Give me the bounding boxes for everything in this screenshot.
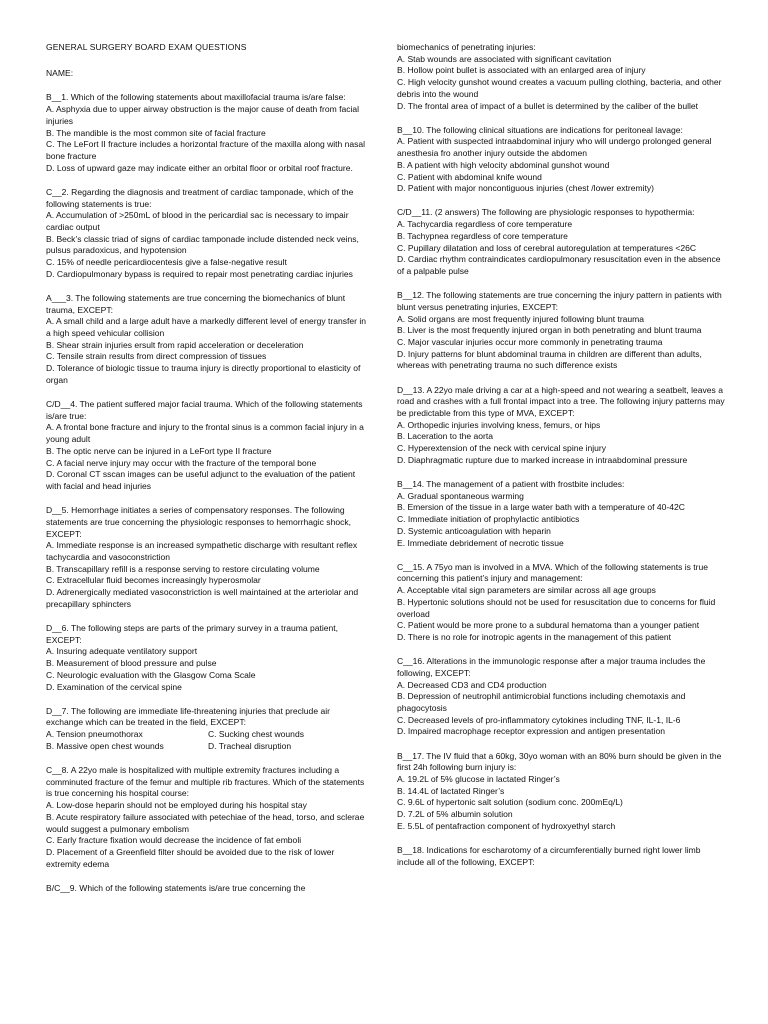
question-option: D. The frontal area of impact of a bullet is determined by the caliber of the bullet xyxy=(397,100,699,111)
question-option: A. A frontal bone fracture and injury to the frontal sinus is a common facial injury in a young adult xyxy=(46,422,364,445)
question-4 xyxy=(46,399,368,493)
question-option: D. There is no role for inotropic agents in the management of this patient xyxy=(397,631,671,642)
question-option: A. Tension pneumothorax xyxy=(46,729,143,740)
question-option: C. High velocity gunshot wound creates a vacuum pulling clothing, bacteria, and other debris into the wound xyxy=(397,77,722,99)
question-stem: C/D__4. The patient suffered major facial trauma. Which of the following statements is/are true: xyxy=(46,399,363,421)
question-option: D. Systemic anticoagulation with heparin xyxy=(397,525,551,536)
question-option: A. Asphyxia due to upper airway obstruction is the major cause of death from facial injuries xyxy=(46,104,360,126)
question-17 xyxy=(397,751,725,833)
question-option: D. Coronal CT sscan images can be useful adjunct to the evaluation of the patient with facial and head injuries xyxy=(46,469,356,491)
question-18 xyxy=(397,845,725,868)
question-stem: B__14. The management of a patient with frostbite includes: xyxy=(397,479,625,489)
question-option: C. 15% of needle pericardiocentesis give a false-negative result xyxy=(46,257,287,268)
question-option: B. 14.4L of lactated Ringer’s xyxy=(397,785,505,796)
question-option: B. Measurement of blood pressure and pulse xyxy=(46,658,217,669)
question-option: B. A patient with high velocity abdominal gunshot wound xyxy=(397,159,610,170)
question-option: D. Diaphragmatic rupture due to marked increase in intraabdominal pressure xyxy=(397,454,688,465)
document-title: GENERAL SURGERY BOARD EXAM QUESTIONS xyxy=(46,42,247,52)
question-option: E. Immediate debridement of necrotic tissue xyxy=(397,537,564,548)
question-option: C. Tensile strain results from direct compression of tissues xyxy=(46,351,267,362)
question-option: C. Patient with abdominal knife wound xyxy=(397,171,542,182)
question-9-continued xyxy=(397,42,725,112)
question-option: A. Gradual spontaneous warming xyxy=(397,490,524,501)
question-option: D. Injury patterns for blunt abdominal trauma in children are different than adults, whereas with penetrating trauma no such difference exists xyxy=(397,348,702,371)
question-option: B. Emersion of the tissue in a large water bath with a temperature of 40-42C xyxy=(397,502,685,513)
question-option: D. Cardiac rhythm contraindicates cardiopulmonary resuscitation even in the absence of a palpable pulse xyxy=(397,254,721,276)
question-stem-continued: biomechanics of penetrating injuries: xyxy=(397,42,536,52)
question-9-start xyxy=(46,883,368,895)
question-stem: D__6. The following steps are parts of the primary survey in a trauma patient, EXCEPT: xyxy=(46,623,339,645)
question-3 xyxy=(46,293,368,387)
question-stem: B/C__9. Which of the following statements is/are true concerning the xyxy=(46,882,306,893)
question-stem: A___3. The following statements are true concerning the biomechanics of blunt trauma, EXCEPT: xyxy=(46,292,346,315)
question-12 xyxy=(397,290,725,372)
question-option: D. Tolerance of biologic tissue to trauma injury is directly proportional to elasticity of organ xyxy=(46,363,361,385)
question-11 xyxy=(397,207,725,277)
question-option: D. Impaired macrophage receptor expression and antigen presentation xyxy=(397,726,665,737)
question-option: B. The optic nerve can be injured in a LeFort type II fracture xyxy=(46,445,272,456)
question-option: A. Immediate response is an increased sympathetic discharge with resultant reflex tachycardia and vasoconstriction xyxy=(46,540,358,563)
question-option: E. 5.5L of pentafraction component of hydroxyethyl starch xyxy=(397,820,616,831)
question-option: A. Accumulation of >250mL of blood in the pericardial sac is necessary to impair cardiac output xyxy=(46,210,349,232)
question-option: A. Insuring adequate ventilatory support xyxy=(46,646,198,657)
question-option: A. Orthopedic injuries involving kness, femurs, or hips xyxy=(397,419,601,430)
question-stem: B__10. The following clinical situations are indications for peritoneal lavage: xyxy=(397,124,683,135)
question-option: C. Sucking chest wounds xyxy=(208,729,304,740)
question-option: D. Patient with major noncontiguous injuries (chest /lower extremity) xyxy=(397,183,654,194)
question-option: A. Patient with suspected intraabdominal injury who will undergo prolonged general anesthesia fro another injury outside the abdomen xyxy=(397,136,712,159)
question-stem: B__17. The IV fluid that a 60kg, 30yo woman with an 80% burn should be given in the first 24h following burn injury is: xyxy=(397,750,722,773)
question-stem: C/D__11. (2 answers) The following are physiologic responses to hypothermia: xyxy=(397,207,695,218)
question-option: C. Hyperextension of the neck with cervical spine injury xyxy=(397,443,607,454)
question-option: C. Neurologic evaluation with the Glasgow Coma Scale xyxy=(46,669,256,680)
question-16 xyxy=(397,656,725,738)
question-stem: C__16. Alterations in the immunologic response after a major trauma includes the following, EXCEPT: xyxy=(397,656,706,678)
question-option: A. Solid organs are most frequently injured following blunt trauma xyxy=(397,313,645,324)
question-option: B. Tachypnea regardless of core temperature xyxy=(397,230,568,241)
question-option: A. Stab wounds are associated with significant cavitation xyxy=(397,53,612,64)
question-stem: C__2. Regarding the diagnosis and treatment of cardiac tamponade, which of the following statements is true: xyxy=(46,186,354,209)
question-option: C. 9.6L of hypertonic salt solution (sodium conc. 200mEq/L) xyxy=(397,797,623,808)
question-option: B. Acute respiratory failure associated with petechiae of the head, torso, and sclerae would suggest a pulmonary embolism xyxy=(46,811,365,834)
question-option: A. Decreased CD3 and CD4 production xyxy=(397,679,547,690)
question-option: B. Hypertonic solutions should not be used for resuscitation due to concerns for fluid overload xyxy=(397,596,716,619)
question-13 xyxy=(397,385,725,467)
question-option: A. Acceptable vital sign parameters are similar across all age groups xyxy=(397,585,656,596)
question-stem: C__8. A 22yo male is hospitalized with multiple extremity fractures including a comminuted fracture of the femur and multiple rib fractures. Which of the statements is true concerning his hospital course: xyxy=(46,765,365,799)
question-option: C. Pupillary dilatation and loss of cerebral autoregulation at temperatures <26C xyxy=(397,242,697,253)
question-option: A. A small child and a large adult have a markedly different level of energy transfer in a high speed vehicular collision xyxy=(46,316,367,339)
question-option: B. Depression of neutrophil antimicrobial functions including chemotaxis and phagocytosis xyxy=(397,691,686,713)
question-option: B. Hollow point bullet is associated with an enlarged area of injury xyxy=(397,65,646,76)
question-option: B. Massive open chest wounds xyxy=(46,740,164,751)
question-option: D. Adrenergically mediated vasoconstriction is well maintained at the arteriolar and precapillary sphincters xyxy=(46,587,359,609)
question-6 xyxy=(46,623,368,693)
question-option: A. Tachycardia regardless of core temperature xyxy=(397,219,573,230)
question-option: C. Early fracture fixation would decrease the incidence of fat emboli xyxy=(46,835,302,846)
question-1 xyxy=(46,92,368,174)
question-option: D. Loss of upward gaze may indicate either an orbital floor or orbital roof fracture. xyxy=(46,162,353,173)
left-column xyxy=(46,42,368,907)
question-option: B. Shear strain injuries ersult from rapid acceleration or deceleration xyxy=(46,339,304,350)
question-option: D. Examination of the cervical spine xyxy=(46,681,182,692)
question-option: C. Patient would be more prone to a subdural hematoma than a younger patient xyxy=(397,620,700,631)
option-grid xyxy=(46,729,368,752)
question-option: B. Liver is the most frequently injured organ in both penetrating and blunt trauma xyxy=(397,325,702,336)
question-option: C. The LeFort II fracture includes a horizontal fracture of the maxilla along with nasal bone fracture xyxy=(46,139,366,161)
question-stem: D__13. A 22yo male driving a car at a high-speed and not wearing a seatbelt, leaves a road and crashes with a full frontal impact into a tree. The following injury patterns may be predictable from this type of MVA, EXCEPT: xyxy=(397,384,725,418)
question-option: B. Transcapillary refill is a response serving to restore circulating volume xyxy=(46,563,320,574)
question-stem: D__7. The following are immediate life-threatening injuries that preclude air exchange which can be treated in the field, EXCEPT: xyxy=(46,705,330,728)
question-stem: B__1. Which of the following statements about maxillofacial trauma is/are false: xyxy=(46,92,346,103)
question-8 xyxy=(46,765,368,870)
question-14 xyxy=(397,479,725,549)
question-15 xyxy=(397,562,725,644)
question-option: C. A facial nerve injury may occur with the fracture of the temporal bone xyxy=(46,457,317,468)
left-question-list xyxy=(46,92,368,693)
right-column xyxy=(397,42,725,881)
question-stem: C__15. A 75yo man is involved in a MVA. Which of the following statements is true concerning this patient’s injury and management: xyxy=(397,561,709,584)
right-question-list xyxy=(397,125,725,869)
question-option: D. Placement of a Greenfield filter should be avoided due to the risk of lower extremity edema xyxy=(46,846,335,869)
question-7 xyxy=(46,706,368,753)
question-5 xyxy=(46,505,368,610)
question-option: B. Laceration to the aorta xyxy=(397,431,493,442)
question-option: D. Tracheal disruption xyxy=(208,740,292,751)
name-label: NAME: xyxy=(46,67,74,78)
question-option: A. Low-dose heparin should not be employed during his hospital stay xyxy=(46,800,307,811)
question-option: D. Cardiopulmonary bypass is required to repair most penetrating cardiac injuries xyxy=(46,268,353,279)
question-option: D. 7.2L of 5% albumin solution xyxy=(397,809,513,820)
question-stem: D__5. Hemorrhage initiates a series of compensatory responses. The following statements are true concerning the physiologic responses to hemorrhagic shock, EXCEPT: xyxy=(46,505,352,539)
question-stem: B__18. Indications for escharotomy of a circumferentially burned right lower limb include all of the following, EXCEPT: xyxy=(397,844,701,867)
question-10 xyxy=(397,125,725,195)
question-option: A. 19.2L of 5% glucose in lactated Ringer’s xyxy=(397,773,560,784)
question-2 xyxy=(46,187,368,281)
question-option: C. Major vascular injuries occur more commonly in penetrating trauma xyxy=(397,336,663,347)
question-option: B. Beck’s classic triad of signs of cardiac tamponade include distended neck veins, pulsus paradoxicus, and hypotension xyxy=(46,233,359,256)
question-option: C. Immediate initiation of prophylactic antibiotics xyxy=(397,514,580,525)
question-stem: B__12. The following statements are true concerning the injury pattern in patients with blunt versus penetrating injuries, EXCEPT: xyxy=(397,290,722,312)
question-option: C. Decreased levels of pro-inflammatory cytokines including TNF, IL-1, IL-6 xyxy=(397,714,681,725)
question-option: B. The mandible is the most common site of facial fracture xyxy=(46,127,266,138)
question-option: C. Extracellular fluid becomes increasingly hyperosmolar xyxy=(46,575,261,586)
